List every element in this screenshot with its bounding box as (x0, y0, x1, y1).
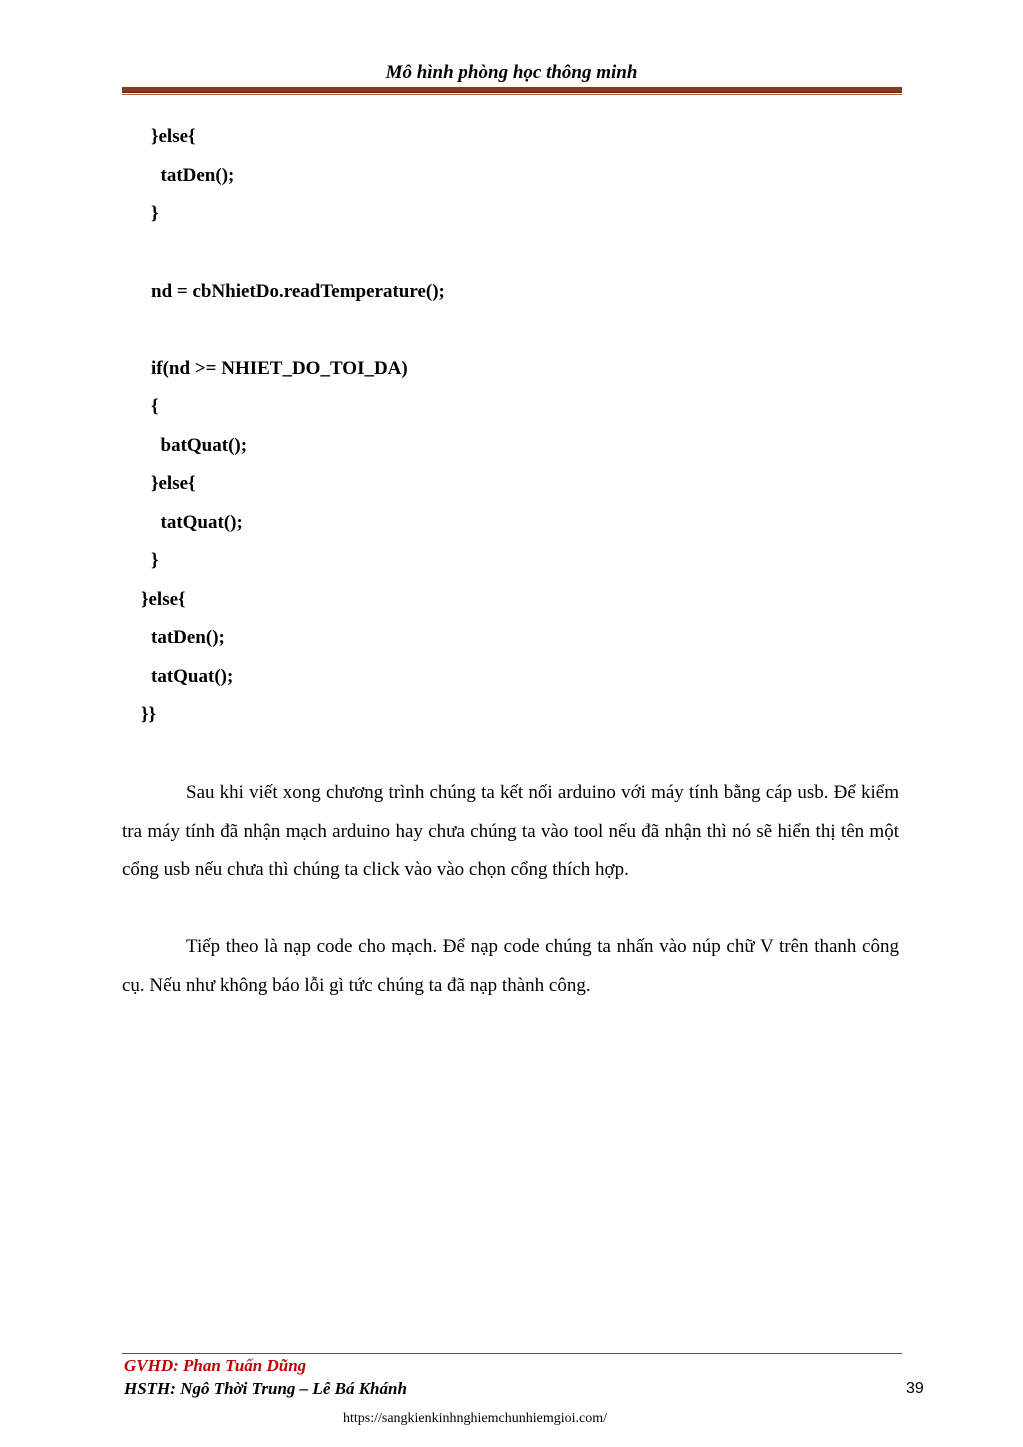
code-line: }} (141, 704, 156, 725)
header-divider (122, 87, 902, 93)
page-number: 39 (906, 1380, 924, 1397)
code-line: } (151, 550, 159, 571)
student-names: HSTH: Ngô Thời Trung – Lê Bá Khánh (124, 1379, 407, 1398)
code-line: batQuat(); (151, 435, 248, 456)
code-line: tatQuat(); (151, 666, 234, 687)
header-divider-thin (122, 94, 902, 95)
document-title: Mô hình phòng học thông minh (385, 62, 638, 83)
code-line: }else{ (141, 589, 186, 610)
body-paragraph: Sau khi viết xong chương trình chúng ta kết nối arduino với máy tính bằng cáp usb. Để kiểm tra máy tính đã nhận mạch arduino hay chưa chúng ta vào tool nếu đã nhận thì nó sẽ hiển thị tên một cổng usb nếu chưa thì chúng ta click vào vào chọn cổng thích hợp. (122, 782, 899, 880)
code-line: }else{ (151, 473, 196, 494)
body-paragraph: Tiếp theo là nạp code cho mạch. Để nạp code chúng ta nhấn vào núp chữ V trên thanh công cụ. Nếu như không báo lỗi gì tức chúng ta đã nạp thành công. (122, 936, 899, 996)
footer-divider (122, 1353, 902, 1354)
code-line: }else{ (151, 126, 196, 147)
code-line: tatQuat(); (151, 512, 243, 533)
advisor-name: GVHD: Phan Tuấn Dũng (124, 1356, 307, 1375)
code-line: tatDen(); (151, 165, 235, 186)
code-line: { (151, 396, 159, 417)
code-line: } (151, 203, 159, 224)
code-line: nd = cbNhietDo.readTemperature(); (151, 281, 445, 302)
source-url-link[interactable]: https://sangkienkinhnghiemchunhiemgioi.com/ (342, 1411, 608, 1426)
code-line: tatDen(); (151, 627, 225, 648)
code-line: if(nd >= NHIET_DO_TOI_DA) (151, 358, 408, 379)
